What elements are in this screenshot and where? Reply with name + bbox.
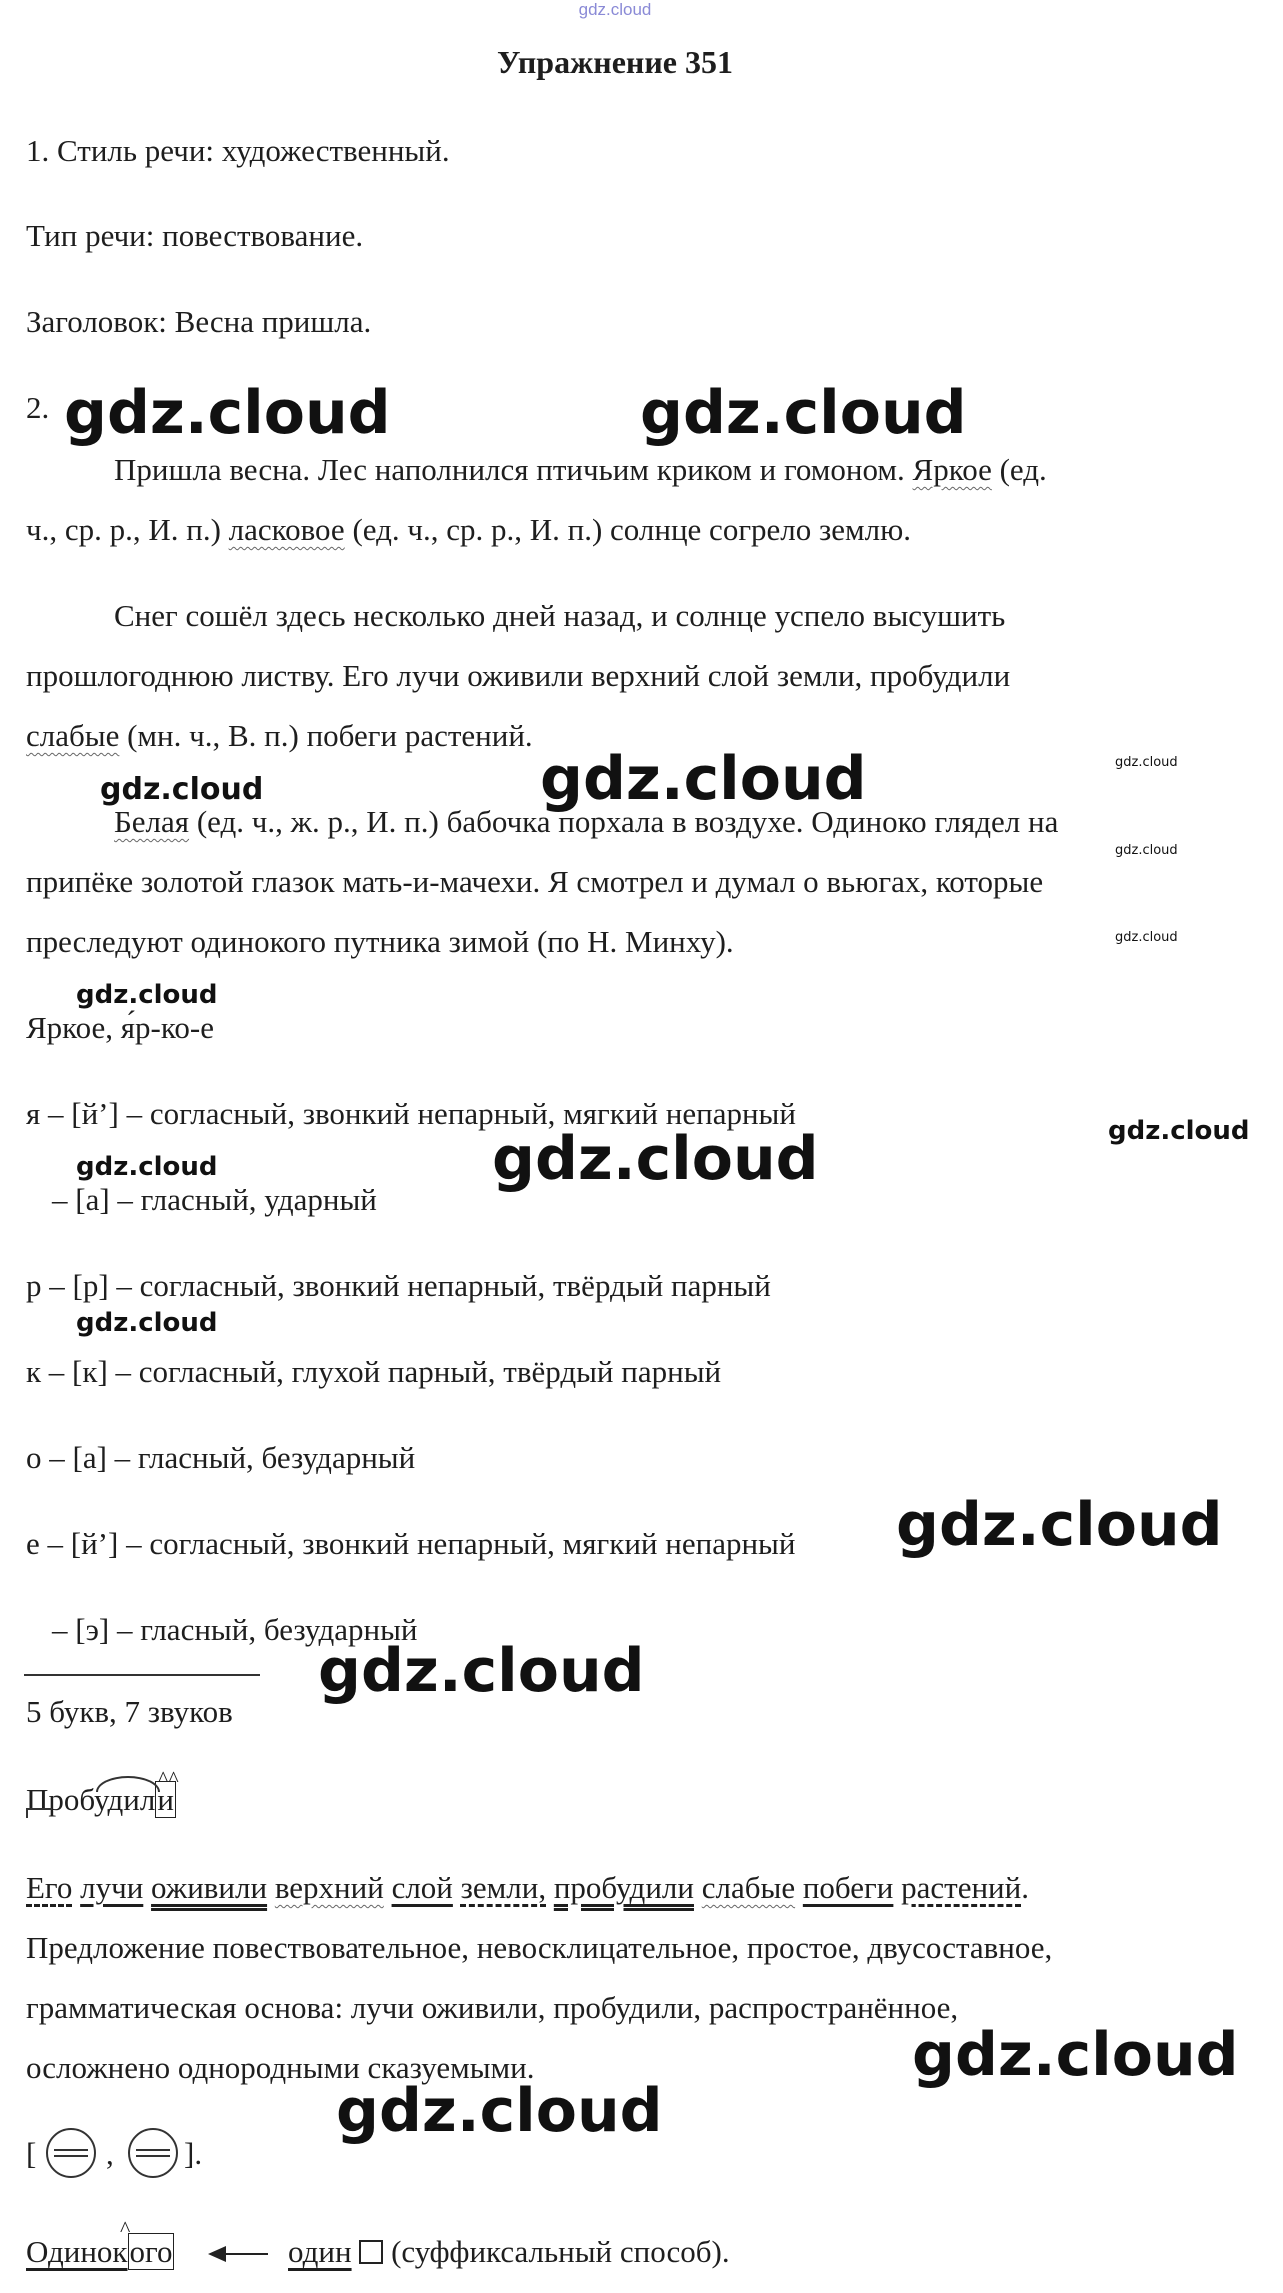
scheme-comma: , (106, 2136, 114, 2171)
phonetic-line-2: – [а] – гласный, ударный (52, 1182, 377, 1217)
speech-style-line: 1. Стиль речи: художественный. (26, 133, 450, 168)
watermark: gdz.cloud (1115, 755, 1178, 770)
watermark: gdz.cloud (64, 378, 391, 448)
watermark: gdz.cloud (540, 744, 867, 814)
text-paragraph-2-line-1: Снег сошёл здесь несколько дней назад, и солнце успело высушить (114, 598, 1006, 633)
watermark: gdz.cloud (318, 1636, 645, 1706)
divider (24, 1674, 260, 1676)
item-2-number: 2. (26, 390, 50, 425)
text-paragraph-2-line-2: прошлогоднюю листву. Его лучи оживили верхний слой земли, пробудили (26, 658, 1011, 693)
watermark: gdz.cloud (1115, 930, 1178, 945)
ending-box: ого (129, 2234, 173, 2269)
page-title: Упражнение 351 (496, 44, 733, 80)
phonetic-line-3: р – [р] – согласный, звонкий непарный, твёрдый парный (26, 1268, 771, 1303)
ending-box: и (157, 1782, 174, 1817)
text-paragraph-1-line-1: Пришла весна. Лес наполнился птичьим криком и гомоном. Яркое (ед. (114, 452, 1047, 487)
watermark: gdz.cloud (76, 1308, 218, 1338)
zero-ending-box (359, 2240, 383, 2264)
analysis-line-3: осложнено однородными сказуемыми. (26, 2050, 535, 2085)
derivation-base: один (суффиксальный способ). (288, 2234, 730, 2269)
predicate-circle-1 (46, 2128, 96, 2178)
watermark: gdz.cloud (1108, 1116, 1250, 1146)
phonetic-line-5: о – [а] – гласный, безударный (26, 1440, 416, 1475)
heading-line: Заголовок: Весна пришла. (26, 304, 372, 339)
predicate-circle-2 (128, 2128, 178, 2178)
adjective-laskovoe: ласковое (228, 512, 345, 547)
watermark: gdz.cloud (896, 1490, 1223, 1560)
phonetic-word: Яркое, я́р-ко-е (26, 1010, 214, 1045)
phonetic-line-6: е – [й’] – согласный, звонкий непарный, мягкий непарный (26, 1526, 796, 1561)
scheme-open-bracket: [ (26, 2136, 37, 2171)
scheme-close-bracket: ]. (184, 2136, 203, 2171)
watermark: gdz.cloud (100, 772, 264, 807)
derivation-arrow (224, 2253, 268, 2255)
root-arc (96, 1776, 160, 1792)
analysis-line-1: Предложение повествовательное, невосклицательное, простое, двусоставное, (26, 1930, 1053, 1965)
derived-word: Одинокого (26, 2234, 173, 2269)
phonetic-line-7: – [э] – гласный, безударный (52, 1612, 418, 1647)
text-paragraph-3-line-2: припёке золотой глазок мать-и-мачехи. Я смотрел и думал о вьюгах, которые (26, 864, 1044, 899)
site-label[interactable]: gdz.cloud (578, 0, 652, 19)
phonetic-line-1: я – [й’] – согласный, звонкий непарный, мягкий непарный (26, 1096, 796, 1131)
text-paragraph-3-line-1: Белая (ед. ч., ж. р., И. п.) бабочка порхала в воздухе. Одиноко глядел на (114, 804, 1059, 839)
watermark: gdz.cloud (76, 980, 218, 1010)
watermark: gdz.cloud (912, 2020, 1239, 2090)
text-paragraph-3-line-3: преследуют одинокого путника зимой (по Н. Минху). (26, 924, 734, 959)
text-paragraph-1-line-2: ч., ср. р., И. п.) ласковое (ед. ч., ср. р., И. п.) солнце согрело землю. (26, 512, 912, 547)
watermark: gdz.cloud (492, 1124, 819, 1194)
suffix-hat: ^ (120, 2216, 131, 2241)
suffix-hats: ^^ (158, 1766, 179, 1791)
watermark: gdz.cloud (76, 1152, 218, 1182)
text-paragraph-2-line-3: слабые (мн. ч., В. п.) побеги растений. (26, 718, 533, 753)
adjective-belaya: Белая (114, 804, 190, 839)
parsed-sentence: Его лучи оживили верхний слой земли, пробудили слабые побеги растений. (26, 1870, 1029, 1905)
watermark: gdz.cloud (640, 378, 967, 448)
watermark: gdz.cloud (1115, 843, 1178, 858)
analysis-line-2: грамматическая основа: лучи оживили, пробудили, распространённое, (26, 1990, 959, 2025)
phonetic-line-4: к – [к] – согласный, глухой парный, твёрдый парный (26, 1354, 722, 1389)
morpheme-word: Пробудили (26, 1782, 174, 1817)
prefix-mark (26, 1808, 52, 1818)
speech-type-line: Тип речи: повествование. (26, 218, 364, 253)
adjective-slabye: слабые (26, 718, 120, 753)
watermark: gdz.cloud (336, 2076, 663, 2146)
adjective-yarkoe: Яркое (912, 452, 992, 487)
letters-sounds-count: 5 букв, 7 звуков (26, 1694, 233, 1729)
